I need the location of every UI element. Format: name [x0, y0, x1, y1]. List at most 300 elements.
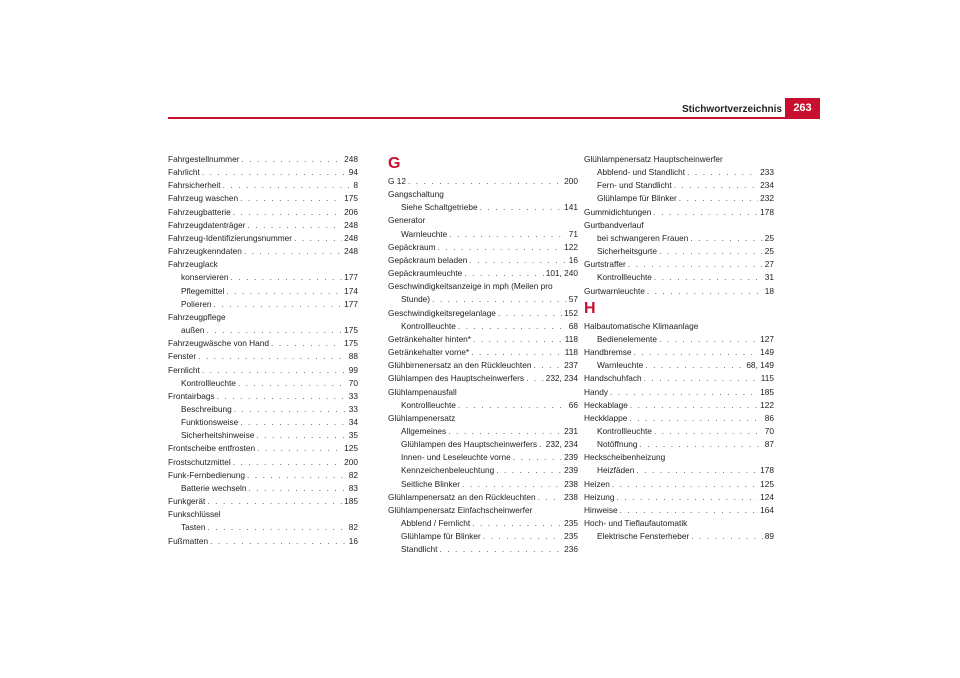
index-entry	[168, 442, 358, 455]
index-page-ref: 185	[344, 496, 358, 507]
index-entry	[388, 346, 578, 359]
index-page-ref: 175	[344, 325, 358, 336]
index-subentry	[388, 530, 578, 543]
dot-leader	[240, 192, 342, 205]
dot-leader	[639, 438, 762, 451]
dot-leader	[462, 478, 562, 491]
dot-leader	[644, 372, 759, 385]
index-entry	[388, 491, 578, 504]
index-subentry	[584, 530, 774, 543]
index-entry-text: Hinweise	[584, 504, 618, 515]
index-entry	[388, 267, 578, 280]
index-subentry	[388, 478, 578, 491]
index-entry-text: Abblend- und Standlicht	[597, 167, 686, 178]
dot-leader	[458, 320, 567, 333]
dot-leader	[233, 206, 342, 219]
index-page-ref: 18	[764, 285, 774, 296]
index-heading: Gangschaltung	[388, 189, 444, 200]
index-page-ref: 125	[760, 478, 774, 489]
index-entry-text: Fahrgestellnummer	[168, 154, 240, 164]
index-entry	[168, 166, 358, 179]
dot-leader	[647, 285, 763, 298]
index-entry-text: Gepäckraum	[388, 241, 436, 252]
index-page-ref: 238	[564, 491, 578, 502]
index-page-ref: 177	[344, 298, 358, 309]
index-entry	[168, 495, 358, 508]
index-entry-text: Siehe Schaltgetriebe	[401, 202, 478, 213]
index-entry-text: Handy	[584, 386, 608, 397]
index-entry	[584, 386, 774, 399]
dot-leader	[257, 442, 342, 455]
dot-leader	[659, 333, 758, 346]
index-page-ref: 178	[760, 465, 774, 476]
dot-leader	[539, 438, 544, 451]
dot-leader	[448, 425, 562, 438]
dot-leader	[271, 337, 342, 350]
index-entry-text: konservieren	[181, 272, 229, 283]
index-section-letter: H	[584, 299, 596, 317]
index-page-ref: 35	[348, 430, 358, 441]
index-entry-text: Abblend / Fernlicht	[401, 518, 471, 529]
index-entry	[584, 412, 774, 425]
dot-leader	[538, 491, 563, 504]
index-entry-text: Elektrische Fensterheber	[597, 531, 690, 542]
index-subentry	[168, 416, 358, 429]
dot-leader	[231, 271, 343, 284]
dot-leader	[207, 521, 346, 534]
index-entry-text: Fenster	[168, 351, 197, 362]
index-heading: Funkschlüssel	[168, 509, 221, 520]
index-entry	[388, 372, 578, 385]
index-entry	[168, 337, 358, 350]
dot-leader	[464, 267, 543, 280]
index-entry	[168, 390, 358, 403]
index-entry-text: Frontscheibe entfrosten	[168, 443, 256, 454]
index-page-ref: 248	[344, 154, 358, 164]
index-subentry	[584, 359, 774, 372]
index-heading: Fahrzeugpflege	[168, 311, 226, 322]
dot-leader	[458, 399, 567, 412]
index-entry-text: Warnleuchte	[401, 228, 448, 239]
index-page-ref: 34	[348, 417, 358, 428]
index-entry	[584, 206, 774, 219]
index-page-ref: 200	[344, 456, 358, 467]
dot-leader	[690, 232, 762, 245]
index-subentry	[168, 285, 358, 298]
index-entry-text: Beschreibung	[181, 403, 232, 414]
index-subentry	[388, 201, 578, 214]
index-entry-text: Glühbirnenersatz an den Rückleuchten	[388, 360, 532, 371]
dot-leader	[636, 464, 758, 477]
index-entry-text: Fußmatten	[168, 535, 209, 546]
index-entry-text: Pflegemittel	[181, 285, 225, 296]
dot-leader	[438, 241, 563, 254]
dot-leader	[256, 429, 346, 442]
dot-leader	[432, 293, 567, 306]
dot-leader	[244, 245, 342, 258]
index-entry-text: Gepäckraumleuchte	[388, 268, 463, 279]
dot-leader	[469, 254, 566, 267]
index-page-ref: 83	[348, 482, 358, 493]
index-subentry	[584, 179, 774, 192]
dot-leader	[630, 399, 758, 412]
index-entry-text: Glühlampen des Hauptscheinwerfers	[388, 373, 525, 384]
index-entry-text: Notöffnung	[597, 439, 638, 450]
index-entry-text: Sicherheitshinweise	[181, 430, 255, 441]
index-subentry	[584, 425, 774, 438]
index-entry-text: Innen- und Leseleuchte vorne	[401, 452, 511, 463]
index-entry-text: Polieren	[181, 298, 212, 309]
index-entry-text: Gummidichtungen	[584, 206, 652, 217]
index-page-ref: 177	[344, 272, 358, 283]
dot-leader	[213, 298, 342, 311]
index-entry	[584, 346, 774, 359]
dot-leader	[612, 478, 758, 491]
index-page-ref: 16	[348, 535, 358, 546]
index-entry-text: Bedienelemente	[597, 333, 657, 344]
index-page-ref: 141	[564, 202, 578, 213]
index-entry-text: Fern- und Standlicht	[597, 180, 672, 191]
index-page-ref: 33	[348, 403, 358, 414]
dot-leader	[234, 403, 347, 416]
dot-leader	[616, 491, 758, 504]
index-entry-text: Gurtwarnleuchte	[584, 285, 645, 296]
dot-leader	[654, 271, 763, 284]
index-entry-text: Standlicht	[401, 544, 438, 555]
index-heading: Glühlampenersatz	[388, 412, 456, 423]
dot-leader	[634, 346, 759, 359]
index-page-ref: 231	[564, 425, 578, 436]
dot-leader	[498, 307, 562, 320]
index-page-ref: 239	[564, 452, 578, 463]
dot-leader	[654, 425, 763, 438]
index-subentry	[168, 298, 358, 311]
index-page-ref: 236	[564, 544, 578, 555]
index-page-ref: 175	[344, 193, 358, 204]
header-rule	[168, 117, 820, 119]
index-heading: Hoch- und Tieflaufautomatik	[584, 518, 688, 529]
index-heading: Halbautomatische Klimaanlage	[584, 320, 699, 331]
index-entry-text: Funk-Fernbedienung	[168, 469, 246, 480]
index-subentry	[584, 166, 774, 179]
index-entry-text: Heckablage	[584, 399, 628, 410]
index-subentry	[388, 451, 578, 464]
index-subentry	[584, 245, 774, 258]
index-entry-text: Kontrollleuchte	[401, 399, 456, 410]
dot-leader	[659, 245, 763, 258]
index-subentry	[168, 429, 358, 442]
index-page-ref: 127	[760, 333, 774, 344]
index-entry-text: Seitliche Blinker	[401, 478, 461, 489]
index-page-ref: 248	[344, 232, 358, 243]
index-entry	[388, 293, 578, 306]
dot-leader	[249, 482, 347, 495]
index-page-ref: 234	[760, 180, 774, 191]
index-entry-text: Frostschutzmittel	[168, 456, 231, 467]
index-entry-text: Batterie wechseln	[181, 482, 247, 493]
index-page-ref: 82	[348, 469, 358, 480]
index-entry-text: Getränkehalter hinten*	[388, 333, 472, 344]
index-entry-text: Fahrzeug-Identifizierungsnummer	[168, 232, 293, 243]
dot-leader	[533, 359, 562, 372]
index-page-ref: 82	[348, 522, 358, 533]
index-page-ref: 89	[764, 531, 774, 542]
index-page-ref: 101, 240	[545, 268, 578, 279]
index-entry-text: Kennzeichenbeleuchtung	[401, 465, 495, 476]
index-page-ref: 178	[760, 206, 774, 217]
dot-leader	[223, 179, 352, 192]
dot-leader	[687, 166, 758, 179]
index-page-ref: 70	[348, 377, 358, 388]
index-page-ref: 66	[568, 399, 578, 410]
index-entry-text: Sicherheitsgurte	[597, 246, 657, 257]
dot-leader	[653, 206, 758, 219]
index-entry-text: Handschuhfach	[584, 373, 642, 384]
index-subentry	[388, 399, 578, 412]
index-entry	[168, 206, 358, 219]
index-page-ref: 185	[760, 386, 774, 397]
index-entry-text: Geschwindigkeitsregelanlage	[388, 307, 496, 318]
index-subentry	[168, 482, 358, 495]
index-page-ref: 174	[344, 285, 358, 296]
index-entry-text: Handbremse	[584, 347, 632, 358]
index-page-ref: 125	[344, 443, 358, 454]
dot-leader	[610, 386, 758, 399]
index-entry	[388, 359, 578, 372]
index-subentry	[584, 271, 774, 284]
index-entry	[584, 491, 774, 504]
index-entry	[584, 285, 774, 298]
index-subentry	[168, 324, 358, 337]
index-entry-text: Heckklappe	[584, 412, 628, 423]
index-entry-text: Fahrzeugwäsche von Hand	[168, 338, 270, 349]
index-entry	[168, 245, 358, 258]
index-entry-text: Kontrollleuchte	[401, 320, 456, 331]
dot-leader	[496, 464, 562, 477]
index-entry	[168, 469, 358, 482]
dot-leader	[526, 372, 544, 385]
index-entry-text: Fahrzeugbatterie	[168, 206, 231, 217]
dot-leader	[217, 390, 347, 403]
index-entry-text: Fahrzeugkenndaten	[168, 246, 242, 257]
index-entry	[168, 219, 358, 232]
index-entry-text: Kontrollleuchte	[181, 377, 236, 388]
dot-leader	[241, 153, 342, 166]
index-heading: Glühlampenausfall	[388, 386, 457, 397]
index-page-ref: 232, 234	[545, 373, 578, 384]
dot-leader	[226, 285, 342, 298]
index-entry	[584, 399, 774, 412]
index-page-ref: 149	[760, 347, 774, 358]
index-entry-text: Stunde)	[401, 294, 431, 305]
index-column-3	[584, 153, 774, 543]
index-subentry	[388, 464, 578, 477]
index-entry-text: bei schwangeren Frauen	[597, 232, 689, 243]
index-subentry	[584, 192, 774, 205]
index-page-ref: 248	[344, 246, 358, 257]
dot-leader	[674, 179, 758, 192]
index-page-ref: 233	[760, 167, 774, 178]
index-entry-text: Fahrsicherheit	[168, 180, 221, 191]
index-entry-text: Warnleuchte	[597, 360, 644, 371]
index-entry-text: Frontairbags	[168, 390, 215, 401]
dot-leader	[202, 166, 347, 179]
index-entry-text: Getränkehalter vorne*	[388, 347, 470, 358]
page-title: Stichwortverzeichnis	[681, 104, 782, 115]
index-entry	[168, 456, 358, 469]
index-page-ref: 25	[764, 246, 774, 257]
dot-leader	[691, 530, 763, 543]
index-subentry	[168, 521, 358, 534]
index-page-ref: 68, 149	[746, 360, 774, 371]
index-page-ref: 164	[760, 504, 774, 515]
dot-leader	[408, 175, 562, 188]
index-page-ref: 122	[564, 241, 578, 252]
index-page-ref: 248	[344, 219, 358, 230]
dot-leader	[233, 456, 342, 469]
index-heading: Glühlampenersatz Hauptscheinwerfer	[584, 154, 723, 164]
index-subentry	[388, 517, 578, 530]
index-heading: Fahrzeuglack	[168, 259, 218, 270]
index-page-ref: 239	[564, 465, 578, 476]
dot-leader	[439, 543, 562, 556]
index-page-ref: 232, 234	[545, 439, 578, 450]
index-page-ref: 16	[568, 254, 578, 265]
index-page-ref: 237	[564, 360, 578, 371]
dot-leader	[480, 201, 563, 214]
index-entry-text: Glühlampen des Hauptscheinwerfers	[401, 439, 538, 450]
index-entry-text: Geschwindigkeitsanzeige in mph (Meilen pro	[388, 281, 553, 292]
index-entry-text: Funkgerät	[168, 496, 206, 507]
index-page-ref: 238	[564, 478, 578, 489]
index-subentry	[388, 438, 578, 451]
index-entry	[388, 241, 578, 254]
dot-leader	[294, 232, 342, 245]
index-entry	[168, 364, 358, 377]
index-entry	[388, 307, 578, 320]
index-page-ref: 87	[764, 439, 774, 450]
index-entry-text: außen	[181, 325, 205, 336]
dot-leader	[629, 412, 762, 425]
index-page-ref: 68	[568, 320, 578, 331]
dot-leader	[471, 346, 563, 359]
index-entry-text: G 12	[388, 176, 406, 186]
index-page-ref: 70	[764, 425, 774, 436]
index-entry-text: Heizfäden	[597, 465, 635, 476]
index-column-1	[168, 153, 358, 548]
dot-leader	[247, 469, 347, 482]
index-entry-text: Fernlicht	[168, 364, 200, 375]
index-page-ref: 235	[564, 531, 578, 542]
index-subentry	[388, 543, 578, 556]
dot-leader	[248, 219, 343, 232]
index-page-ref: 33	[348, 390, 358, 401]
index-page-ref: 57	[568, 294, 578, 305]
index-page-ref: 124	[760, 491, 774, 502]
index-page-ref: 99	[348, 364, 358, 375]
dot-leader	[620, 504, 758, 517]
dot-leader	[449, 228, 566, 241]
index-section-letter: G	[388, 155, 401, 172]
dot-leader	[207, 495, 342, 508]
index-entry-text: Fahrlicht	[168, 167, 200, 178]
index-page-ref: 71	[568, 228, 578, 239]
dot-leader	[679, 192, 758, 205]
index-page-ref: 94	[348, 167, 358, 178]
dot-leader	[483, 530, 562, 543]
dot-leader	[238, 377, 347, 390]
index-heading: Gurtbandverlauf	[584, 219, 644, 230]
index-entry-text: Glühlampenersatz an den Rückleuchten	[388, 491, 536, 502]
index-subentry	[168, 377, 358, 390]
index-entry-text: Glühlampe für Blinker	[401, 531, 481, 542]
index-entry-text: Gurtstraffer	[584, 259, 626, 270]
index-entry-text: Kontrollleuchte	[597, 425, 652, 436]
index-entry-text: Kontrollleuchte	[597, 272, 652, 283]
index-page-ref: 152	[564, 307, 578, 318]
index-entry-text: Gepäckraum beladen	[388, 254, 468, 265]
dot-leader	[628, 258, 763, 271]
index-entry	[388, 175, 578, 188]
index-entry-text: Glühlampe für Blinker	[597, 193, 677, 204]
index-subentry	[584, 333, 774, 346]
index-heading: Heckscheibenheizung	[584, 452, 666, 463]
index-page-ref: 8	[353, 180, 358, 191]
index-page-ref: 235	[564, 518, 578, 529]
index-subentry	[584, 464, 774, 477]
index-page-ref: 175	[344, 338, 358, 349]
dot-leader	[240, 416, 347, 429]
index-entry-text: Allgemeines	[401, 425, 447, 436]
index-entry	[584, 504, 774, 517]
index-entry	[168, 535, 358, 548]
index-subentry	[388, 425, 578, 438]
index-heading: Generator	[388, 215, 426, 226]
index-page-ref: 118	[564, 333, 578, 344]
dot-leader	[473, 333, 563, 346]
index-subentry	[168, 403, 358, 416]
index-entry	[168, 153, 358, 166]
index-entry-text: Tasten	[181, 522, 206, 533]
dot-leader	[645, 359, 744, 372]
index-page-ref: 27	[764, 259, 774, 270]
dot-leader	[202, 364, 347, 377]
index-entry	[388, 254, 578, 267]
index-entry	[584, 372, 774, 385]
index-subentry	[388, 320, 578, 333]
page-number-badge: 263	[785, 98, 820, 118]
index-entry-text: Fahrzeug waschen	[168, 193, 239, 204]
index-entry	[584, 258, 774, 271]
index-page-ref: 232	[760, 193, 774, 204]
index-entry	[168, 192, 358, 205]
dot-leader	[472, 517, 562, 530]
dot-leader	[513, 451, 562, 464]
index-page-ref: 118	[564, 347, 578, 358]
index-page-ref: 122	[760, 399, 774, 410]
index-entry	[388, 333, 578, 346]
index-page-ref: 31	[764, 272, 774, 283]
index-subentry	[584, 438, 774, 451]
index-page-ref: 200	[564, 176, 578, 186]
index-heading: Glühlampenersatz Einfachscheinwerfer	[388, 504, 533, 515]
index-subentry	[584, 232, 774, 245]
index-entry-text: Heizung	[584, 491, 615, 502]
index-entry-text: Heizen	[584, 478, 610, 489]
index-entry	[168, 350, 358, 363]
index-entry	[584, 478, 774, 491]
dot-leader	[207, 324, 343, 337]
